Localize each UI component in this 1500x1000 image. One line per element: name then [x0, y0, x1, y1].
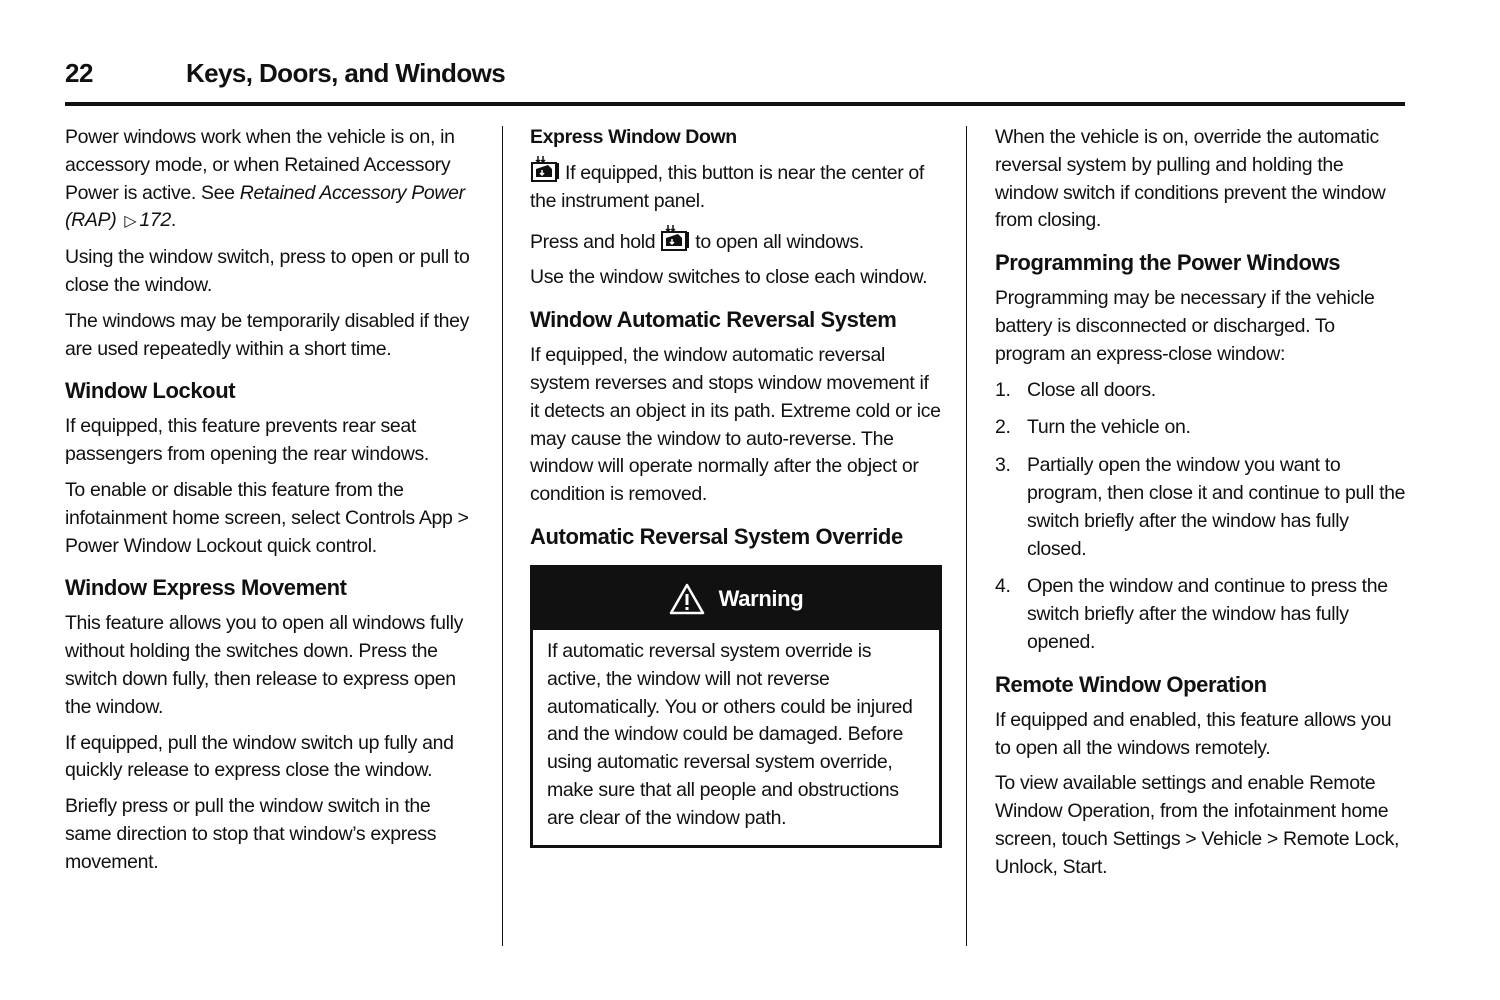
column-divider-1 [502, 126, 503, 946]
list-item: 4. Open the window and continue to press the switch briefly after the window has fully opened. [995, 575, 1388, 653]
warning-title: Warning [718, 586, 804, 612]
paragraph: To enable or disable this feature from the infotainment home screen, select Controls App > Power Window Lockout quick control. [65, 478, 469, 557]
page-reference-number[interactable]: 172 [139, 209, 171, 232]
section-title: Keys, Doors, and Windows [186, 58, 506, 88]
heading-remote-window-operation: Remote Window Operation [995, 671, 1267, 697]
paragraph: If equipped, the window automatic reversal system reverses and stops window movement if it detects an object in its path. Extreme cold or ice may cause the window to auto-reverse. The window will operate normally after the object or condition is removed. [530, 344, 941, 506]
warning-triangle-icon [669, 583, 705, 615]
heading-programming-power-windows: Programming the Power Windows [995, 250, 1341, 276]
list-item: 1. Close all doors. [995, 378, 1156, 401]
header-rule [65, 102, 1405, 106]
heading-window-automatic-reversal: Window Automatic Reversal System [530, 307, 897, 333]
cross-reference-link[interactable]: Retained Accessory Power (RAP) [65, 181, 465, 232]
column-divider-2 [966, 126, 967, 946]
heading-window-lockout: Window Lockout [65, 378, 236, 404]
paragraph: If equipped, this button is near the center of the instrument panel. [530, 155, 942, 216]
column-1 [65, 124, 477, 885]
column-2 [530, 124, 942, 848]
paragraph: Programming may be necessary if the vehicle battery is disconnected or discharged. To program an express-close window: [995, 287, 1375, 365]
paragraph: This feature allows you to open all windows fully without holding the switches down. Press the switch down fully, then release to express open the window. [65, 612, 463, 718]
warning-header [533, 568, 939, 630]
column-3 [995, 124, 1407, 890]
warning-box [530, 565, 942, 848]
paragraph: If equipped, this feature prevents rear seat passengers from opening the rear windows. [65, 415, 429, 466]
list-item: 3. Partially open the window you want to program, then close it and continue to pull the switch briefly after the window has fully closed. [995, 454, 1406, 560]
express-window-down-icon [660, 224, 692, 252]
list-item: 2. Turn the vehicle on. [995, 416, 1191, 439]
paragraph: If equipped and enabled, this feature allows you to open all the windows remotely. [995, 708, 1392, 759]
paragraph: Briefly press or pull the window switch in the same direction to stop that window’s express movement. [65, 795, 437, 873]
paragraph: Using the window switch, press to open or pull to close the window. [65, 246, 470, 296]
warning-text: If automatic reversal system override is active, the window will not reverse automatically. You or others could be injured and the window could be damaged. Before using automatic reversal system override, make sure that all people and obstructions are clear of the window path. [547, 639, 913, 829]
paragraph: Use the window switches to close each window. [530, 266, 928, 289]
paragraph: If equipped, pull the window switch up fully and quickly release to express close the window. [65, 731, 454, 782]
page-number: 22 [65, 58, 93, 88]
heading-express-window-down: Express Window Down [530, 126, 737, 148]
paragraph: When the vehicle is on, override the automatic reversal system by pulling and holding the window switch if conditions prevent the window from closing. [995, 126, 1386, 232]
page-header [65, 58, 1405, 104]
paragraph: Press and hold to open all windows. [530, 224, 942, 257]
programming-steps-list [995, 377, 1407, 657]
express-window-down-icon [530, 155, 562, 183]
paragraph: To view available settings and enable Remote Window Operation, from the infotainment home screen, touch Settings > Vehicle > Remote Lock, Unlock, Start. [995, 772, 1400, 878]
page-reference-arrow-icon: ▷ [124, 213, 137, 231]
heading-window-express-movement: Window Express Movement [65, 575, 347, 601]
heading-reversal-override: Automatic Reversal System Override [530, 523, 903, 549]
paragraph: The windows may be temporarily disabled if they are used repeatedly within a short time. [65, 309, 470, 360]
intro-paragraph: Power windows work when the vehicle is on, in accessory mode, or when Retained Accessory Power is active. See Retained Accessory Power (RAP) ▷ 172. [65, 124, 477, 236]
